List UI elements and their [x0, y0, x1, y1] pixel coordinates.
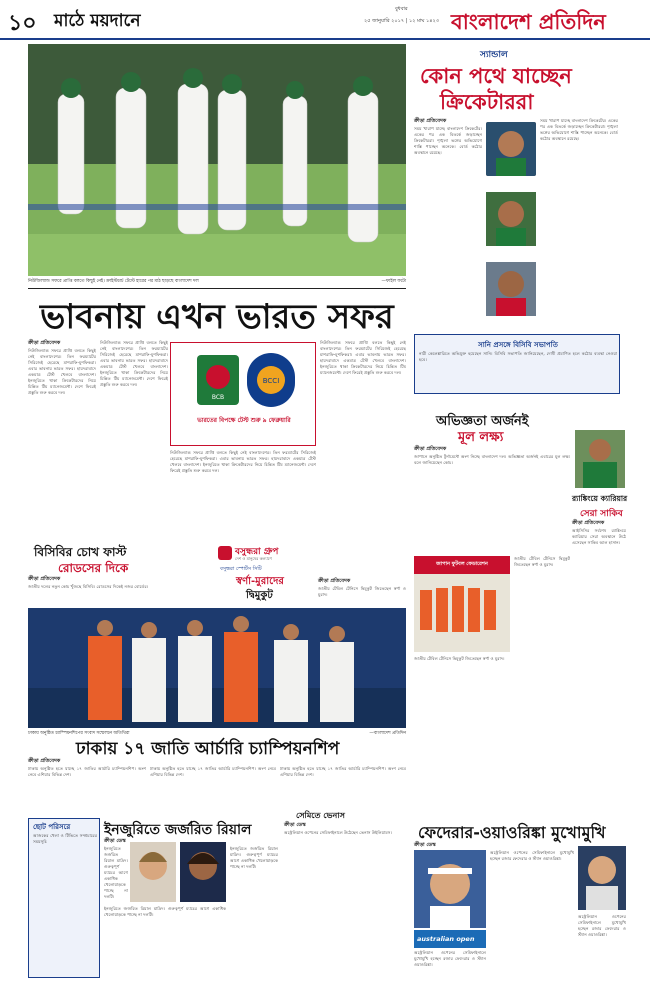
svg-text:BCB: BCB [211, 394, 225, 401]
caption-text: নিউজিল্যান্ড সফরে প্রাপ্তি বলতে কিছুই নেই। ক্রাইস্টচার্চ টেস্টে হারের পর মাঠ ছাড়ছে বাংলাদেশ দল [28, 279, 199, 284]
scandal-body-2: সময় খারাপ যাচ্ছে বাংলাদেশ ক্রিকেটের। একের পর এক বিতর্কে জড়াচ্ছেন ক্রিকেটাররা। শৃঙ্খলা ভঙ্গের অভিযোগে শাস্তি পাচ্ছেন অনেকে। বোর্ড কঠোর অবস্থানে রয়েছে। [540, 118, 618, 141]
page-edge-accent [630, 40, 650, 984]
player-injury-photo-2 [180, 842, 226, 902]
scandal-kicker: স্যান্ডাল [480, 50, 508, 60]
ao-text: australian open [417, 935, 475, 943]
wawrinka-photo [578, 846, 626, 910]
federer-body-2: অস্ট্রেলিয়ান ওপেনের সেমিফাইনালে মুখোমুখি হচ্ছেন রজার ফেদেরার ও স্ট্যান ওয়াওরিঙ্কা। [414, 950, 486, 967]
injury-body-2: ইনজুরিতে জর্জরিত রিয়াল মাদ্রিদ। গুরুত্বপূর্ণ ম্যাচের আগে একাধিক খেলোয়াড়কে পাচ্ছে না দলটি। [104, 906, 226, 917]
lead-headline: ভাবনায় এখন ভারত সফর [40, 297, 394, 337]
bashundhara-byline: ক্রীড়া প্রতিবেদক [318, 578, 351, 584]
experience-headline-2: মূল লক্ষ্য [458, 430, 504, 445]
masthead-rule [0, 38, 650, 40]
bcb-headline-2: রোডসের দিকে [58, 561, 129, 575]
lead-body-col-3: নিউজিল্যান্ড সফরে প্রাপ্তি বলতে কিছুই নেই বাংলাদেশের। তিন ফরম্যাটের সিরিজেই হেরেছে মাশরাফি-মুশফিকরা। এবার ভাবনায় ভারত সফর। হায়দরাবাদে একমাত্র টেস্ট খেলবে বাংলাদেশ। ইনজুরিতে থাকা ক্রিকেটারদের নিয়ে চিন্তিত টিম ম্যানেজমেন্ট। দেশে ফিরেই প্রস্তুতি শুরু করবে দল। [320, 340, 406, 375]
page-number: ১০ [8, 11, 37, 36]
bashundhara-body-2: জাতীয় টেবিল টেনিসে দ্বিমুকুট জিতেছেন স্বর্ণা ও মুরাদ। [414, 656, 505, 661]
federer-byline: ক্রীড়া ডেস্ক [414, 842, 436, 848]
experience-body-1: জাপানে অনুষ্ঠিত টুর্নামেন্টে অংশ নিচ্ছে বাংলাদেশ দল। অভিজ্ঞতা অর্জনই এবারের মূল লক্ষ্য বলে জানিয়েছেন কোচ। [414, 454, 570, 465]
bashundhara-body-1: জাতীয় টেবিল টেনিসে দ্বিমুকুট জিতেছেন স্বর্ণা ও মুরাদ। [318, 586, 406, 597]
federer-body-1: অস্ট্রেলিয়ান ওপেনের সেমিফাইনালে মুখোমুখি হচ্ছেন রজার ফেদেরার ও স্ট্যান ওয়াওরিঙ্কা। [490, 850, 574, 861]
player-photo-1 [486, 122, 536, 176]
archery-headline: ঢাকায় ১৭ জাতি আর্চারি চ্যাম্পিয়নশিপ [76, 739, 340, 759]
experience-byline: ক্রীড়া প্রতিবেদক [414, 446, 447, 452]
scandal-quote-box [414, 334, 620, 394]
inset-caption: ভারতের বিপক্ষে টেস্ট শুরু ৯ ফেব্রুয়ারি [197, 417, 291, 424]
lead-body-col-1: নিউজিল্যান্ড সফরে প্রাপ্তি বলতে কিছুই নেই বাংলাদেশের। তিন ফরম্যাটের সিরিজেই হেরেছে মাশরাফি-মুশফিকরা। এবার ভাবনায় ভারত সফর। হায়দরাবাদে একমাত্র টেস্ট খেলবে বাংলাদেশ। ইনজুরিতে থাকা ক্রিকেটারদের নিয়ে চিন্তিত টিম ম্যানেজমেন্ট। দেশে ফিরেই প্রস্তুতি শুরু করবে দল। [28, 348, 96, 395]
scandal-byline: ক্রীড়া প্রতিবেদক [414, 118, 447, 124]
bashundhara-subtitle: বসুন্ধরা স্পোর্টস সিটি [220, 566, 262, 572]
svg-text:BCCI: BCCI [262, 377, 280, 385]
bashundhara-logo [218, 544, 314, 566]
bashundhara-headline-2: দ্বিমুকুট [246, 590, 273, 601]
archery-body-1: ঢাকায় অনুষ্ঠিত হতে যাচ্ছে ১৭ জাতির আর্চারি চ্যাম্পিয়নশিপ। অংশ নেবে এশিয়ার বিভিন্ন দেশ। [28, 766, 146, 777]
issue-day: বুধবার [395, 6, 408, 12]
player-injury-photo-1 [130, 842, 176, 902]
experience-headline-1: অভিজ্ঞতা অর্জনই [436, 414, 529, 429]
lead-byline: ক্রীড়া প্রতিবেদক [28, 340, 61, 346]
bashundhara-tagline: দেশ ও মানুষের কল্যাণে [235, 556, 272, 561]
injury-byline: ক্রীড়া ডেস্ক [104, 838, 126, 844]
japan-team-photo [414, 556, 510, 652]
photo-credit: —ফাইল ফটো [381, 279, 406, 284]
archery-body-2: ঢাকায় অনুষ্ঠিত হতে যাচ্ছে ১৭ জাতির আর্চারি চ্যাম্পিয়নশিপ। অংশ নেবে এশিয়ার বিভিন্ন দেশ। [150, 766, 276, 777]
brief-title: ছোট পরিসরে [33, 823, 71, 831]
lead-inset-box [170, 342, 316, 446]
bcb-headline-1: বিসিবির চোখ ফাস্ট [34, 545, 127, 559]
federer-body-3: অস্ট্রেলিয়ান ওপেনের সেমিফাইনালে মুখোমুখি হচ্ছেন রজার ফেদেরার ও স্ট্যান ওয়াওরিঙ্কা। [578, 914, 626, 937]
semi-byline: ক্রীড়া ডেস্ক [284, 822, 306, 828]
bashundhara-headline-1: স্বর্ণা-মুরাদের [236, 576, 284, 587]
bashundhara-body-3: জাতীয় টেবিল টেনিসে দ্বিমুকুট জিতেছেন স্বর্ণা ও মুরাদ। [514, 556, 570, 567]
archery-byline: ক্রীড়া প্রতিবেদক [28, 758, 61, 764]
player-photo-2 [486, 192, 536, 246]
scandal-body-1: সময় খারাপ যাচ্ছে বাংলাদেশ ক্রিকেটের। একের পর এক বিতর্কে জড়াচ্ছেন ক্রিকেটাররা। শৃঙ্খলা ভঙ্গের অভিযোগে শাস্তি পাচ্ছেন অনেকে। বোর্ড কঠোর অবস্থানে রয়েছে। [414, 126, 482, 155]
bcb-body: জাতীয় দলের নতুন কোচ খুঁজছে বিসিবি। রোডসের দিকেই নজর বোর্ডের। [28, 584, 149, 589]
quote-body: নারী কেলেঙ্কারিতে অভিযুক্ত হয়েছেন সানি। বিসিবি সভাপতি জানিয়েছেন, দোষী প্রমাণিত হলে কঠোর ব্যবস্থা নেওয়া হবে। [419, 351, 617, 362]
bashundhara-brand: বসুন্ধরা গ্রুপ [235, 547, 279, 557]
issue-date: ২৫ জানুয়ারি ২০১৭ | ১২ মাঘ ১৪২৩ [364, 18, 439, 24]
ranking-byline: ক্রীড়া প্রতিবেদক [572, 520, 605, 526]
lead-photo-caption [28, 278, 406, 286]
lead-body-col-2: নিউজিল্যান্ড সফরে প্রাপ্তি বলতে কিছুই নেই বাংলাদেশের। তিন ফরম্যাটের সিরিজেই হেরেছে মাশরাফি-মুশফিকরা। এবার ভাবনায় ভারত সফর। হায়দরাবাদে একমাত্র টেস্ট খেলবে বাংলাদেশ। ইনজুরিতে থাকা ক্রিকেটারদের নিয়ে চিন্তিত টিম ম্যানেজমেন্ট। দেশে ফিরেই প্রস্তুতি শুরু করবে দল। [100, 340, 168, 387]
brief-body: আজকের খেলা ও টিভিতে সম্প্রচারের সময়সূচি [33, 833, 97, 844]
archery-photo [28, 608, 406, 728]
lead-rule [28, 288, 406, 289]
archery-caption-text: ঢাকায় অনুষ্ঠিত চ্যাম্পিয়নশিপের সংবাদ সম্মেলনে অতিথিরা [28, 731, 130, 736]
archery-photo-credit: —বাংলাদেশ প্রতিদিন [369, 731, 406, 736]
injury-body-3: ইনজুরিতে জর্জরিত রিয়াল মাদ্রিদ। গুরুত্বপূর্ণ ম্যাচের আগে একাধিক খেলোয়াড়কে পাচ্ছে না দলটি। [230, 846, 278, 869]
australian-open-logo [414, 930, 486, 948]
semi-headline: সেমিতে ভেনাস [296, 811, 345, 820]
ranking-body: আইসিসির সর্বশেষ র‌্যাঙ্কিংয়ে ক্যারিয়ার সেরা অবস্থানে উঠে এসেছেন সাকিব আল হাসান। [572, 528, 626, 545]
injury-headline: ইনজুরিতে জর্জরিত রিয়াল [104, 822, 252, 838]
player-photo-3 [486, 262, 536, 316]
ranking-headline-1: র‌্যাঙ্কিংয়ে ক্যারিয়ার [572, 494, 628, 503]
bangladesh-cricket-logo [197, 355, 239, 405]
paper-logo: বাংলাদেশ প্রতিদিন [451, 10, 606, 34]
injury-body-1: ইনজুরিতে জর্জরিত রিয়াল মাদ্রিদ। গুরুত্বপূর্ণ ম্যাচের আগে একাধিক খেলোয়াড়কে পাচ্ছে না দলটি। [104, 846, 128, 899]
section-title: মাঠে ময়দানে [54, 11, 141, 31]
ranking-headline-2: সেরা সাকিব [580, 509, 623, 519]
federer-headline: ফেদেরার-ওয়াওরিঙ্কা মুখোমুখি [418, 823, 606, 842]
scandal-headline-1: কোন পথে যাচ্ছেন [420, 64, 572, 88]
brief-box [28, 818, 100, 978]
quote-title: সানি প্রসঙ্গে বিসিবি সভাপতি [478, 341, 558, 349]
archery-body-3: ঢাকায় অনুষ্ঠিত হতে যাচ্ছে ১৭ জাতির আর্চারি চ্যাম্পিয়নশিপ। অংশ নেবে এশিয়ার বিভিন্ন দেশ। [280, 766, 406, 777]
federer-photo [414, 850, 486, 928]
lead-photo [28, 44, 406, 276]
scandal-headline-2: ক্রিকেটাররা [440, 90, 534, 114]
semi-body: অস্ট্রেলিয়ান ওপেনের সেমিফাইনালে উঠেছেন ভেনাস উইলিয়ামস। [284, 830, 392, 835]
bcb-byline: ক্রীড়া প্রতিবেদক [28, 576, 61, 582]
india-cricket-logo [247, 353, 295, 407]
masthead [0, 0, 650, 38]
bashundhara-logo-mark [218, 546, 232, 560]
lead-body-lower: নিউজিল্যান্ড সফরে প্রাপ্তি বলতে কিছুই নেই বাংলাদেশের। তিন ফরম্যাটের সিরিজেই হেরেছে মাশরাফি-মুশফিকরা। এবার ভাবনায় ভারত সফর। হায়দরাবাদে একমাত্র টেস্ট খেলবে বাংলাদেশ। ইনজুরিতে থাকা ক্রিকেটারদের নিয়ে চিন্তিত টিম ম্যানেজমেন্ট। দেশে ফিরেই প্রস্তুতি শুরু করবে দল। [170, 450, 316, 473]
japan-banner-text: জাপান ফুটবল ফেডারেশন [436, 561, 488, 567]
shakib-photo [575, 430, 625, 488]
